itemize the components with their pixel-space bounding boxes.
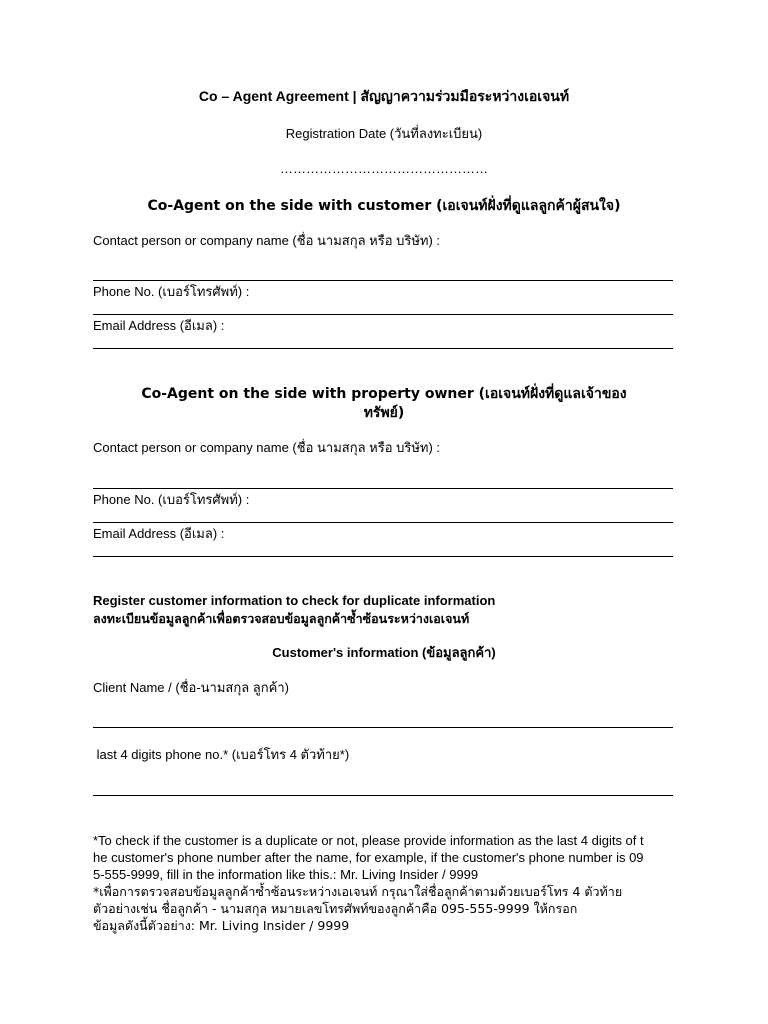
phone-digits-label: last 4 digits phone no.* (เบอร์โทร 4 ตัวท้าย*) (93, 747, 350, 762)
owner-phone-label: Phone No. (เบอร์โทรศัพท์) : (93, 492, 250, 507)
customer-email-label: Email Address (อีเมล) : (93, 318, 225, 333)
phone-digits-line[interactable] (93, 795, 673, 796)
customer-side-heading: Co-Agent on the side with customer (เอเจนท์ฝั่งที่ดูแลลูกค้าผู้สนใจ) (147, 198, 621, 214)
customer-info-heading: Customer's information (ข้อมูลลูกค้า) (272, 645, 496, 660)
note-th-line-1: *เพื่อการตรวจสอบข้อมูลลูกค้าซ้ำซ้อนระหว่างเอเจนท์ กรุณาใส่ชื่อลูกค้าตามด้วยเบอร์โทร 4 ตัวท้าย (93, 884, 623, 899)
owner-contact-label: Contact person or company name (ชื่อ นามสกุล หรือ บริษัท) : (93, 440, 441, 455)
customer-email-line[interactable] (93, 348, 673, 349)
register-heading-thai: ลงทะเบียนข้อมูลลูกค้าเพื่อตรวจสอบข้อมูลลูกค้าซ้ำซ้อนระหว่างเอเจนท์ (93, 611, 470, 626)
owner-phone-line[interactable] (93, 522, 673, 523)
owner-side-heading-line2: ทรัพย์) (363, 405, 405, 421)
customer-contact-line[interactable] (93, 280, 673, 281)
note-en-line-3: 5-555-9999, fill in the information like this.: Mr. Living Insider / 9999 (93, 867, 479, 882)
client-name-label: Client Name / (ชื่อ-นามสกุล ลูกค้า) (93, 680, 289, 695)
owner-email-label: Email Address (อีเมล) : (93, 526, 225, 541)
registration-date-field[interactable]: ………………………………………… (280, 161, 488, 176)
customer-phone-label: Phone No. (เบอร์โทรศัพท์) : (93, 284, 250, 299)
register-heading: Register customer information to check for duplicate information (93, 593, 496, 608)
note-en-line-2: he customer's phone number after the name, for example, if the customer's phone number is 09 (93, 850, 644, 865)
note-en-line-1: *To check if the customer is a duplicate or not, please provide information as the last 4 digits of t (93, 833, 644, 848)
customer-contact-label: Contact person or company name (ชื่อ นามสกุล หรือ บริษัท) : (93, 233, 441, 248)
owner-contact-line[interactable] (93, 488, 673, 489)
customer-phone-line[interactable] (93, 314, 673, 315)
note-th-line-3: ข้อมูลดังนี้ตัวอย่าง: Mr. Living Insider / 9999 (93, 918, 350, 933)
registration-date-label: Registration Date (วันที่ลงทะเบียน) (285, 126, 483, 141)
owner-side-heading-line1: Co-Agent on the side with property owner (เอเจนท์ฝั่งที่ดูแลเจ้าของ (141, 386, 627, 402)
document-title: Co – Agent Agreement | สัญญาความร่วมมือระหว่างเอเจนท์ (198, 88, 570, 104)
owner-email-line[interactable] (93, 556, 673, 557)
client-name-line[interactable] (93, 727, 673, 728)
note-th-line-2: ตัวอย่างเช่น ชื่อลูกค้า - นามสกุล หมายเลขโทรศัพท์ของลูกค้าคือ 095-555-9999 ให้กรอก (93, 901, 578, 916)
